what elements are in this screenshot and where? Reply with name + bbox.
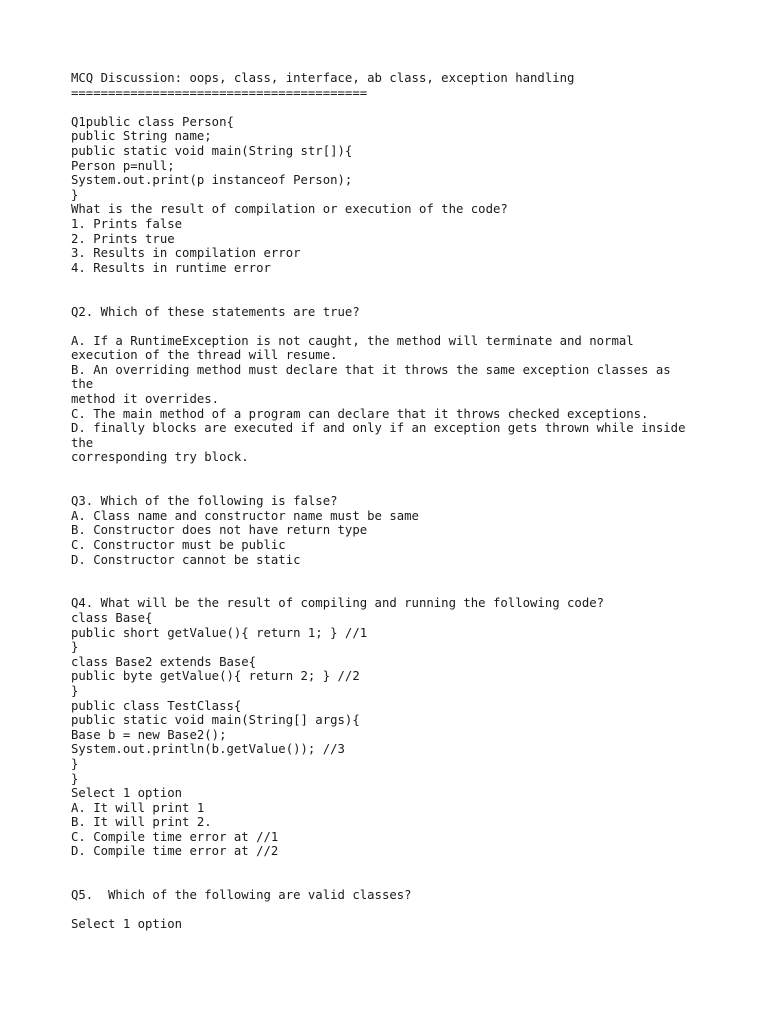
text-line: } xyxy=(71,683,79,698)
text-line: D. Compile time error at //2 xyxy=(71,844,279,859)
text-line: A. Class name and constructor name must be same xyxy=(71,508,419,523)
text-line: B. It will print 2. xyxy=(71,815,212,830)
text-line: Select 1 option xyxy=(71,917,183,932)
text-line: the xyxy=(71,435,94,450)
blank-line xyxy=(71,567,731,582)
text-line: } xyxy=(71,771,79,786)
blank-line xyxy=(71,465,731,480)
blank-line xyxy=(71,480,731,495)
text-line: B. Constructor does not have return type xyxy=(71,523,368,538)
blank-line xyxy=(71,859,731,874)
text-line: C. Constructor must be public xyxy=(71,538,286,552)
text-line: Person p=null; xyxy=(71,158,175,173)
text-line: class Base{ xyxy=(71,610,153,625)
text-line: Q1public class Person{ xyxy=(71,114,234,129)
blank-line xyxy=(71,319,731,334)
text-line: Q2. Which of these statements are true? xyxy=(71,304,360,319)
text-line: public static void main(String[] args){ xyxy=(71,713,360,728)
text-line: A. It will print 1 xyxy=(71,800,205,815)
text-line: System.out.print(p instanceof Person); xyxy=(71,173,353,188)
text-line: C. The main method of a program can declare that it throws checked exceptions. xyxy=(71,406,649,421)
text-line: } xyxy=(71,756,79,771)
text-line: ======================================== xyxy=(71,85,368,100)
text-line: Select 1 option xyxy=(71,786,183,801)
blank-line xyxy=(71,275,731,290)
text-line: } xyxy=(71,640,79,655)
text-line: C. Compile time error at //1 xyxy=(71,829,279,844)
blank-line xyxy=(71,874,731,889)
blank-line xyxy=(71,582,731,597)
blank-line xyxy=(71,100,731,115)
text-line: Base b = new Base2(); xyxy=(71,727,227,742)
text-line: A. If a RuntimeException is not caught, the method will terminate and normal xyxy=(71,333,634,348)
text-line: corresponding try block. xyxy=(71,450,249,465)
text-line: method it overrides. xyxy=(71,392,220,407)
text-line: D. Constructor cannot be static xyxy=(71,552,301,567)
blank-line xyxy=(71,903,731,918)
text-line: public static void main(String str[]){ xyxy=(71,143,353,158)
text-line: 4. Results in runtime error xyxy=(71,260,271,275)
text-line: public byte getValue(){ return 2; } //2 xyxy=(71,669,360,684)
text-line: 3. Results in compilation error xyxy=(71,246,301,261)
text-line: public String name; xyxy=(71,129,212,144)
text-line: 1. Prints false xyxy=(71,216,183,231)
blank-line xyxy=(71,290,731,305)
text-line: public short getValue(){ return 1; } //1 xyxy=(71,625,368,640)
document-text xyxy=(71,71,731,932)
text-line: class Base2 extends Base{ xyxy=(71,654,257,669)
text-line: execution of the thread will resume. xyxy=(71,348,338,363)
text-line: Q3. Which of the following is false? xyxy=(71,494,338,509)
text-line: } xyxy=(71,187,79,202)
text-line: D. finally blocks are executed if and only if an exception gets thrown while inside xyxy=(71,421,686,436)
text-line: Q4. What will be the result of compiling and running the following code? xyxy=(71,596,605,611)
text-line: Q5. Which of the following are valid classes? xyxy=(71,888,412,903)
text-line: System.out.println(b.getValue()); //3 xyxy=(71,742,345,757)
text-line: the xyxy=(71,377,94,392)
text-line: B. An overriding method must declare that it throws the same exception classes as xyxy=(71,362,671,377)
text-line: 2. Prints true xyxy=(71,231,175,246)
text-line: What is the result of compilation or execution of the code? xyxy=(71,202,508,217)
text-line: public class TestClass{ xyxy=(71,698,242,713)
text-line: MCQ Discussion: oops, class, interface, ab class, exception handling xyxy=(71,71,575,85)
